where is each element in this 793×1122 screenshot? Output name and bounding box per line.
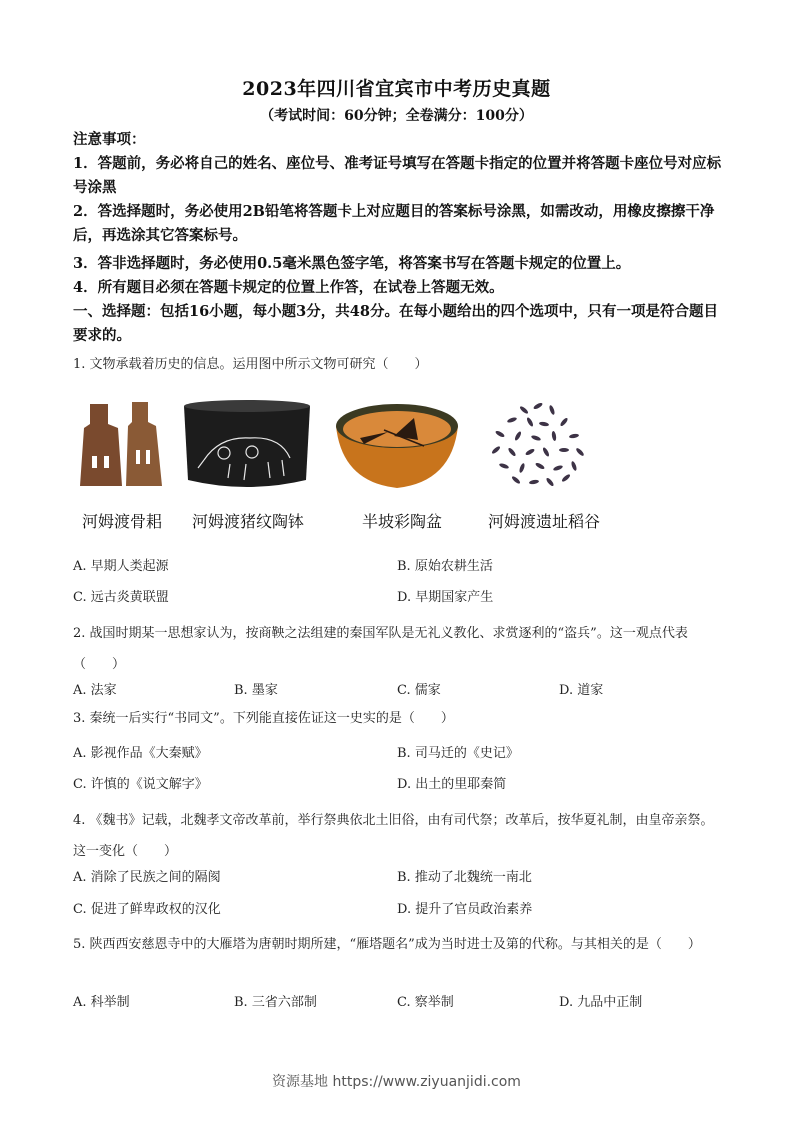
section-heading: 一、选择题：包括16小题，每小题3分，共48分。在每小题给出的四个选项中，只有一项是符合题目要求的。 bbox=[73, 303, 718, 344]
question-4-option-b[interactable]: B. 推动了北魏统一南北 bbox=[397, 870, 532, 885]
rice-grains-image bbox=[484, 396, 592, 494]
exam-subtitle: （考试时间：60分钟；全卷满分：100分） bbox=[260, 108, 533, 124]
pig-pattern-pottery-image bbox=[180, 398, 314, 494]
question-1-option-d[interactable]: D. 早期国家产生 bbox=[397, 590, 494, 605]
notice-item-3: 3．答非选择题时，务必使用0.5毫米黑色签字笔，将答案书写在答题卡规定的位置上。 bbox=[73, 255, 631, 272]
question-4-option-c[interactable]: C. 促进了鲜卑政权的汉化 bbox=[73, 902, 221, 917]
notice-item-1: 1．答题前，务必将自己的姓名、座位号、准考证号填写在答题卡指定的位置并将答题卡座位号对应标号涂黑 bbox=[73, 155, 722, 196]
question-1-option-b[interactable]: B. 原始农耕生活 bbox=[397, 559, 493, 574]
figure-caption-3: 半坡彩陶盆 bbox=[362, 512, 443, 531]
question-4-option-d[interactable]: D. 提升了官员政治素养 bbox=[397, 902, 533, 917]
question-3-option-a[interactable]: A. 影视作品《大秦赋》 bbox=[73, 746, 208, 761]
question-2-option-a[interactable]: A. 法家 bbox=[73, 683, 117, 698]
figure-caption-2: 河姆渡猪纹陶钵 bbox=[192, 512, 305, 531]
question-3-option-c[interactable]: C. 许慎的《说文解字》 bbox=[73, 777, 208, 792]
figure-caption-4: 河姆渡遗址稻谷 bbox=[488, 512, 601, 531]
notice-heading: 注意事项： bbox=[73, 131, 146, 148]
painted-pottery-basin-image bbox=[334, 396, 460, 492]
notice-item-2: 2．答选择题时，务必使用2B铅笔将答题卡上对应题目的答案标号涂黑，如需改动，用橡皮擦擦干净后，再选涂其它答案标号。 bbox=[73, 203, 715, 244]
notice-item-4: 4．所有题目必须在答题卡规定的位置上作答，在试卷上答题无效。 bbox=[73, 279, 504, 296]
question-4-stem: 4. 《魏书》记载，北魏孝文帝改革前，举行祭典依北土旧俗，由有司代祭；改革后，按华夏礼制，由皇帝亲祭。这一变化（ ） bbox=[73, 813, 714, 859]
question-3-stem: 3. 秦统一后实行“书同文”。下列能直接佐证这一史实的是（ ） bbox=[73, 711, 454, 726]
exam-title: 2023年四川省宜宾市中考历史真题 bbox=[242, 78, 551, 100]
question-5-option-a[interactable]: A. 科举制 bbox=[73, 995, 130, 1010]
question-3-option-d[interactable]: D. 出土的里耶秦简 bbox=[397, 777, 507, 792]
question-1-option-c[interactable]: C. 远古炎黄联盟 bbox=[73, 590, 169, 605]
footer-watermark: 资源基地 https://www.ziyuanjidi.com bbox=[272, 1074, 521, 1090]
question-5-stem: 5. 陕西西安慈恩寺中的大雁塔为唐朝时期所建，“雁塔题名”成为当时进士及第的代称。与其相关的是（ ） bbox=[73, 937, 701, 952]
question-1-option-a[interactable]: A. 早期人类起源 bbox=[73, 559, 169, 574]
figure-caption-1: 河姆渡骨耜 bbox=[82, 512, 163, 531]
question-5-option-b[interactable]: B. 三省六部制 bbox=[234, 995, 317, 1010]
question-1-stem: 1. 文物承载着历史的信息。运用图中所示文物可研究（ ） bbox=[73, 357, 428, 372]
bone-spade-image bbox=[78, 400, 164, 490]
question-5-option-c[interactable]: C. 察举制 bbox=[397, 995, 454, 1010]
question-2-option-c[interactable]: C. 儒家 bbox=[397, 683, 441, 698]
question-4-option-a[interactable]: A. 消除了民族之间的隔阂 bbox=[73, 870, 221, 885]
question-2-stem: 2. 战国时期某一思想家认为，按商鞅之法组建的秦国军队是无礼义教化、求赏逐利的“盗兵”。这一观点代表（ ） bbox=[73, 626, 688, 672]
question-2-option-d[interactable]: D. 道家 bbox=[559, 683, 604, 698]
question-5-option-d[interactable]: D. 九品中正制 bbox=[559, 995, 643, 1010]
question-3-option-b[interactable]: B. 司马迁的《史记》 bbox=[397, 746, 519, 761]
question-2-option-b[interactable]: B. 墨家 bbox=[234, 683, 278, 698]
